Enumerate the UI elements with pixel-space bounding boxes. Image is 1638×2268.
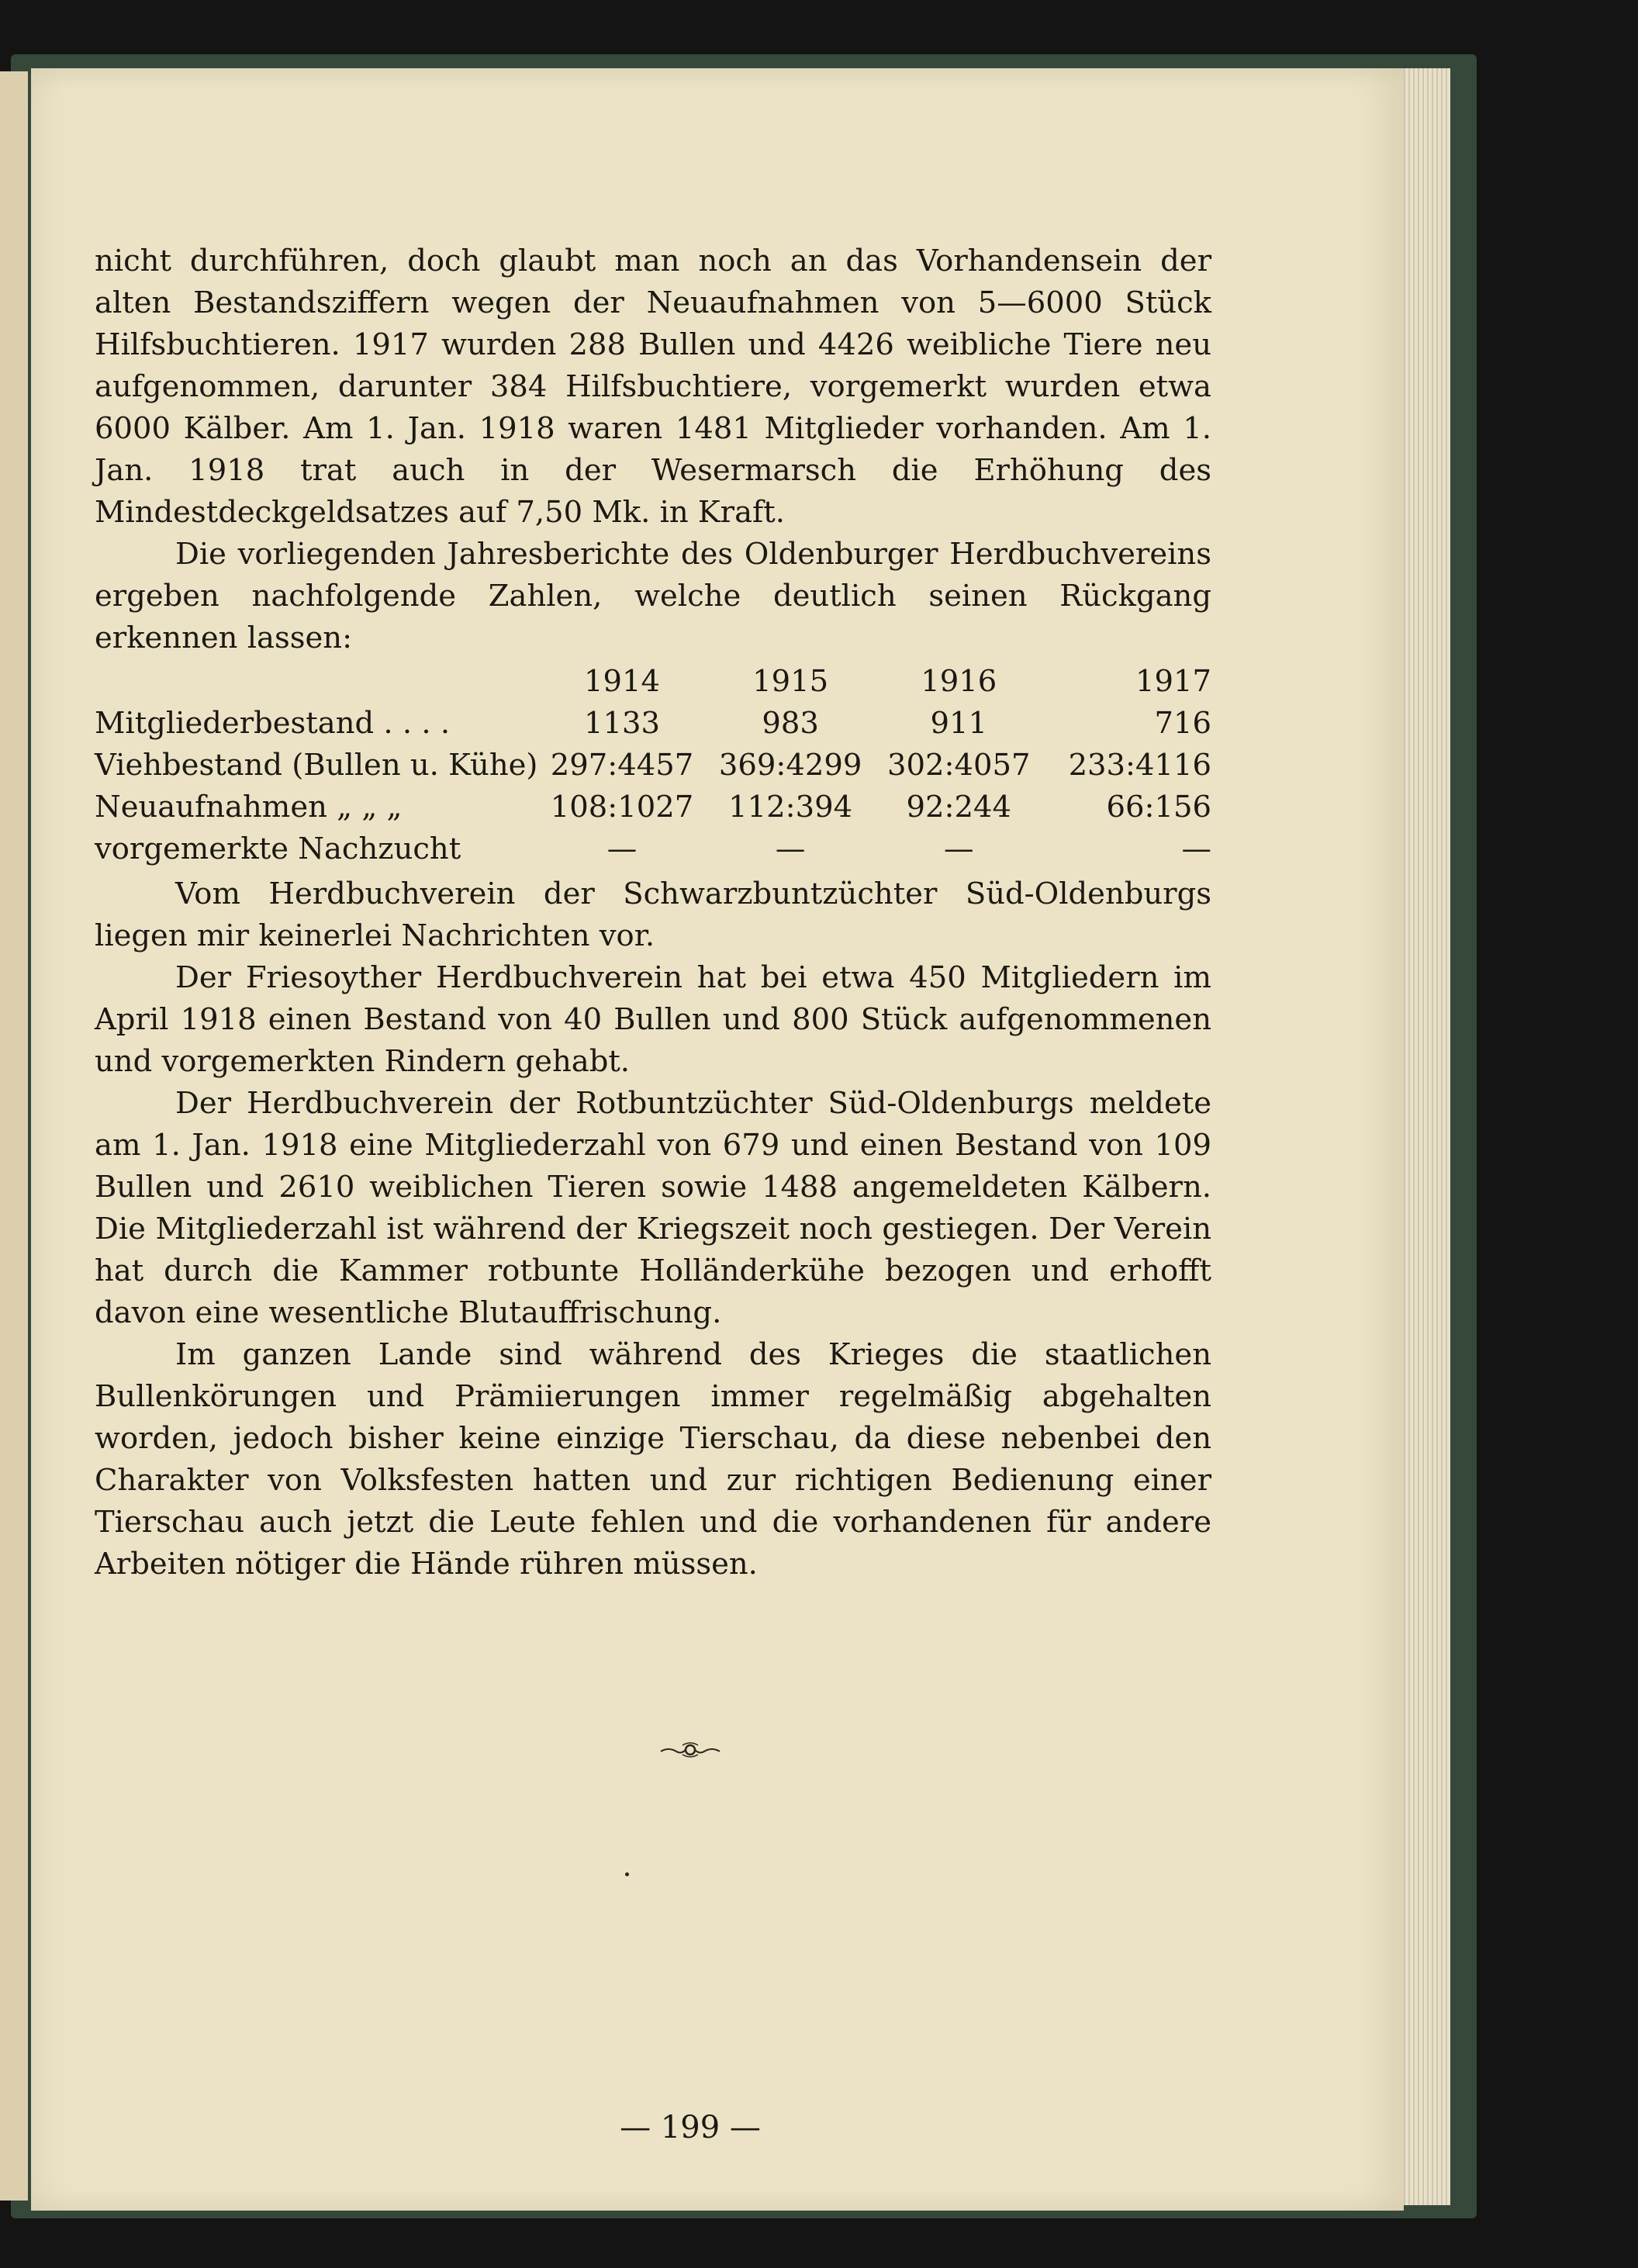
year-header: 1917 [1135, 664, 1211, 699]
table-cell: 911 [930, 706, 988, 741]
ornament-icon [659, 1739, 721, 1762]
paragraph-4: Der Friesoyther Herdbuchverein hat bei etwa 450 Mitgliedern im April 1918 einen Bestand von 40 Bullen und 800 Stück aufgenommenen und vorgemerkten Rindern gehabt. [95, 960, 1211, 1079]
row-label: Viehbestand (Bullen u. Kühe) [95, 748, 538, 783]
table-cell: 297:4457 [550, 748, 694, 783]
table-cell: 716 [1154, 706, 1211, 741]
page-number: — 199 — [620, 2110, 761, 2145]
table-row [95, 787, 1211, 828]
table-cell: — [775, 831, 806, 866]
table-row [95, 703, 1211, 745]
paragraph-5: Der Herdbuchverein der Rotbuntzüchter Süd-Oldenburgs meldete am 1. Jan. 1918 eine Mitgliederzahl von 679 und einen Bestand von 109 Bullen und 2610 weiblichen Tieren sowie 1488 angemeldeten Kälbern. Die Mitgliederzahl ist während der Kriegszeit noch gestiegen. Der Verein hat durch die Kammer rotbunte Holländerkühe bezogen und erhofft davon eine wesentliche Blutauffrischung. [95, 1086, 1211, 1330]
statistics-table [95, 661, 1211, 870]
paragraph-1: nicht durchführen, doch glaubt man noch an das Vorhandensein der alten Bestandsziffern wegen der Neuaufnahmen von 5—6000 Stück Hilfsbuchtieren. 1917 wurden 288 Bullen und 4426 weibliche Tiere neu aufgenommen, darunter 384 Hilfsbuchtiere, vorgemerkt wurden etwa 6000 Kälber. Am 1. Jan. 1918 waren 1481 Mitglieder vorhanden. Am 1. Jan. 1918 trat auch in der Wesermarsch die Erhöhung des Mindestdeckgeldsatzes auf 7,50 Mk. in Kraft. [95, 244, 1211, 530]
paragraph-6: Im ganzen Lande sind während des Krieges die staatlichen Bullenkörungen und Prämiierungen immer regelmäßig abgehalten worden, jedoch bisher keine einzige Tierschau, da diese nebenbei den Charakter von Volksfesten hatten und zur richtigen Bedienung einer Tierschau auch jetzt die Leute fehlen und die vorhandenen für andere Arbeiten nötiger die Hände rühren müssen. [95, 1337, 1211, 1582]
table-cell: 66:156 [1106, 790, 1211, 825]
table-cell: 108:1027 [550, 790, 694, 825]
book-page [31, 68, 1404, 2211]
table-cell: — [944, 831, 974, 866]
paragraph-2: Die vorliegenden Jahresberichte des Oldenburger Herdbuchvereins ergeben nachfolgende Zahlen, welche deutlich seinen Rückgang erkennen lassen: [95, 537, 1211, 655]
row-label: Mitgliederbestand . . . . [95, 706, 451, 741]
year-header: 1915 [752, 664, 829, 699]
table-cell: — [1181, 831, 1211, 866]
table-row [95, 745, 1211, 787]
paragraph-3: Vom Herdbuchverein der Schwarzbuntzüchter Süd-Oldenburgs liegen mir keinerlei Nachrichten vor. [95, 876, 1211, 953]
page-text [95, 240, 1211, 1585]
table-cell: 112:394 [728, 790, 853, 825]
table-header-row [95, 661, 1211, 703]
table-cell: 92:244 [906, 790, 1011, 825]
year-header: 1916 [921, 664, 997, 699]
ink-speck [625, 1872, 629, 1876]
table-cell: 302:4057 [887, 748, 1031, 783]
table-cell: — [606, 831, 638, 866]
table-cell: 983 [762, 706, 819, 741]
year-header: 1914 [584, 664, 660, 699]
table-cell: 1133 [584, 706, 660, 741]
row-label: Neuaufnahmen „ „ „ [95, 790, 403, 825]
table-corner-cell [95, 661, 537, 703]
table-cell: 369:4299 [718, 748, 862, 783]
table-cell: 233:4116 [1068, 748, 1211, 783]
previous-page-edge [0, 71, 28, 2201]
row-label: vorgemerkte Nachzucht [95, 831, 461, 866]
table-row [95, 828, 1211, 870]
